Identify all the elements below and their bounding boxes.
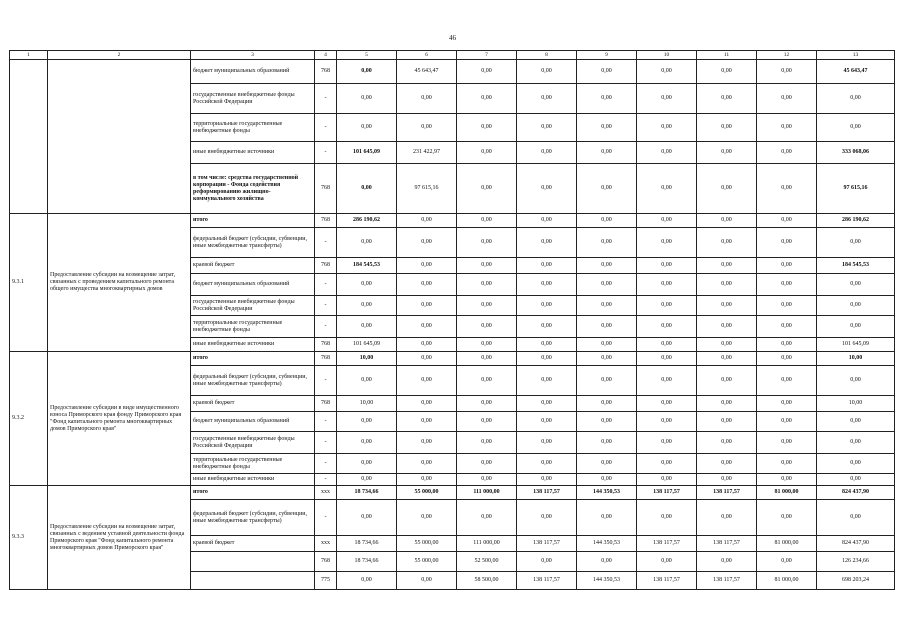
total-cell: 10,00: [817, 396, 895, 412]
value-cell: 0,00: [517, 474, 577, 486]
funding-source: бюджет муниципальных образований: [191, 274, 315, 296]
value-cell: 0,00: [697, 338, 757, 352]
value-cell: 0,00: [397, 572, 457, 590]
value-cell: 0,00: [757, 432, 817, 454]
value-cell: 0,00: [637, 316, 697, 338]
value-cell: 0,00: [757, 454, 817, 474]
funding-source: иные внебюджетные источники: [191, 142, 315, 164]
budget-code: -: [315, 454, 337, 474]
budget-code: 768: [315, 352, 337, 366]
value-cell: 0,00: [637, 552, 697, 572]
value-cell: 0,00: [577, 500, 637, 536]
value-cell: 0,00: [757, 396, 817, 412]
budget-code: 768: [315, 164, 337, 214]
value-cell: 0,00: [637, 454, 697, 474]
value-cell: 0,00: [637, 338, 697, 352]
value-cell: 0,00: [517, 164, 577, 214]
total-cell: 824 437,90: [817, 486, 895, 500]
value-cell: 0,00: [457, 432, 517, 454]
funding-source: государственные внебюджетные фонды Российской Федерации: [191, 84, 315, 114]
budget-code: 775: [315, 572, 337, 590]
value-cell: 0,00: [637, 84, 697, 114]
total-cell: 0,00: [817, 84, 895, 114]
funding-source: краевой бюджет: [191, 536, 315, 552]
value-cell: 111 000,00: [457, 536, 517, 552]
value-cell: 0,00: [637, 500, 697, 536]
item-title: Предоставление субсидии в виде имущественного взноса Приморского края фонду Приморского края "Фонд капитального ремонта многоквартирных домов Приморского края": [48, 352, 191, 486]
value-cell: 0,00: [457, 454, 517, 474]
value-cell: 0,00: [517, 432, 577, 454]
value-cell: 18 734,66: [337, 486, 397, 500]
value-cell: 0,00: [637, 274, 697, 296]
total-cell: 0,00: [817, 114, 895, 142]
budget-code: -: [315, 296, 337, 316]
value-cell: 0,00: [337, 474, 397, 486]
total-cell: 0,00: [817, 474, 895, 486]
value-cell: 0,00: [457, 142, 517, 164]
total-cell: 0,00: [817, 412, 895, 432]
value-cell: 0,00: [397, 274, 457, 296]
header-cell: 3: [191, 51, 315, 60]
value-cell: 0,00: [637, 296, 697, 316]
value-cell: 0,00: [757, 316, 817, 338]
value-cell: 0,00: [757, 60, 817, 84]
value-cell: 18 734,66: [337, 536, 397, 552]
total-cell: 0,00: [817, 228, 895, 258]
value-cell: 184 545,53: [337, 258, 397, 274]
value-cell: 0,00: [697, 214, 757, 228]
budget-code: 768: [315, 552, 337, 572]
budget-code: 768: [315, 214, 337, 228]
value-cell: 138 117,57: [697, 572, 757, 590]
budget-code: -: [315, 412, 337, 432]
funding-source: итого: [191, 486, 315, 500]
funding-source: [191, 572, 315, 590]
funding-source: территориальные государственные внебюджетные фонды: [191, 114, 315, 142]
value-cell: 0,00: [637, 396, 697, 412]
value-cell: 0,00: [757, 228, 817, 258]
value-cell: 0,00: [757, 352, 817, 366]
value-cell: 0,00: [517, 338, 577, 352]
value-cell: 55 000,00: [397, 486, 457, 500]
funding-source: краевой бюджет: [191, 396, 315, 412]
funding-source: [191, 552, 315, 572]
item-title: Предоставление субсидии на возмещение затрат, связанных с ведением уставной деятельности фонда Приморского края "Фонд капитального ремонта многоквартирных домов Приморского края": [48, 486, 191, 590]
value-cell: 0,00: [637, 164, 697, 214]
value-cell: 0,00: [457, 296, 517, 316]
item-number: 9.3.1: [10, 214, 48, 352]
value-cell: 0,00: [577, 352, 637, 366]
value-cell: 0,00: [757, 84, 817, 114]
total-cell: 824 437,90: [817, 536, 895, 552]
value-cell: 0,00: [637, 352, 697, 366]
value-cell: 0,00: [757, 164, 817, 214]
total-cell: 0,00: [817, 296, 895, 316]
value-cell: 0,00: [397, 396, 457, 412]
budget-table: [9, 50, 895, 590]
value-cell: 0,00: [337, 228, 397, 258]
value-cell: 0,00: [397, 454, 457, 474]
header-cell: 10: [637, 51, 697, 60]
item-number: 9.3.3: [10, 486, 48, 590]
value-cell: 231 422,97: [397, 142, 457, 164]
total-cell: 333 068,06: [817, 142, 895, 164]
value-cell: 111 000,00: [457, 486, 517, 500]
value-cell: 0,00: [577, 474, 637, 486]
total-cell: 10,00: [817, 352, 895, 366]
funding-source: федеральный бюджет (субсидии, субвенции, иные межбюджетные трансферты): [191, 228, 315, 258]
value-cell: 0,00: [577, 228, 637, 258]
budget-code: -: [315, 142, 337, 164]
budget-code: 768: [315, 396, 337, 412]
funding-source: бюджет муниципальных образований: [191, 60, 315, 84]
funding-source: краевой бюджет: [191, 258, 315, 274]
value-cell: 0,00: [337, 296, 397, 316]
value-cell: 0,00: [397, 338, 457, 352]
value-cell: 138 117,57: [517, 572, 577, 590]
header-cell: 7: [457, 51, 517, 60]
total-cell: 0,00: [817, 500, 895, 536]
value-cell: 144 350,53: [577, 536, 637, 552]
budget-code: -: [315, 432, 337, 454]
value-cell: 0,00: [397, 500, 457, 536]
value-cell: 0,00: [697, 296, 757, 316]
value-cell: 138 117,57: [697, 536, 757, 552]
value-cell: 0,00: [637, 432, 697, 454]
funding-source: иные внебюджетные источники: [191, 474, 315, 486]
value-cell: 0,00: [577, 60, 637, 84]
table-row: [10, 60, 895, 84]
total-cell: 0,00: [817, 454, 895, 474]
total-cell: 184 545,53: [817, 258, 895, 274]
total-cell: 0,00: [817, 366, 895, 396]
value-cell: 0,00: [517, 412, 577, 432]
value-cell: 0,00: [637, 228, 697, 258]
value-cell: 0,00: [517, 214, 577, 228]
value-cell: 0,00: [517, 296, 577, 316]
value-cell: 0,00: [697, 84, 757, 114]
value-cell: 0,00: [337, 60, 397, 84]
value-cell: 0,00: [397, 296, 457, 316]
value-cell: 0,00: [517, 114, 577, 142]
value-cell: 138 117,57: [637, 536, 697, 552]
value-cell: 101 645,09: [337, 338, 397, 352]
value-cell: 0,00: [697, 396, 757, 412]
value-cell: 0,00: [637, 366, 697, 396]
header-cell: 13: [817, 51, 895, 60]
value-cell: 0,00: [337, 432, 397, 454]
value-cell: 0,00: [517, 500, 577, 536]
value-cell: 0,00: [757, 274, 817, 296]
value-cell: 0,00: [397, 352, 457, 366]
value-cell: 138 117,57: [517, 536, 577, 552]
value-cell: 0,00: [577, 366, 637, 396]
budget-code: ххх: [315, 486, 337, 500]
table-row: [10, 214, 895, 228]
value-cell: 0,00: [457, 474, 517, 486]
funding-source: в том числе: средства государственной корпорации - Фонда содействия реформированию жилищно-коммунального хозяйства: [191, 164, 315, 214]
value-cell: 0,00: [577, 412, 637, 432]
header-row: [10, 51, 895, 60]
value-cell: 0,00: [577, 84, 637, 114]
value-cell: 0,00: [457, 316, 517, 338]
value-cell: 0,00: [457, 366, 517, 396]
header-cell: 9: [577, 51, 637, 60]
value-cell: 0,00: [697, 60, 757, 84]
value-cell: 0,00: [397, 316, 457, 338]
value-cell: 10,00: [337, 396, 397, 412]
value-cell: 0,00: [697, 258, 757, 274]
header-cell: 5: [337, 51, 397, 60]
value-cell: 0,00: [757, 366, 817, 396]
value-cell: 144 350,53: [577, 486, 637, 500]
value-cell: 0,00: [517, 84, 577, 114]
budget-code: -: [315, 500, 337, 536]
value-cell: 0,00: [577, 258, 637, 274]
value-cell: 0,00: [577, 214, 637, 228]
value-cell: 0,00: [577, 396, 637, 412]
total-cell: 101 645,09: [817, 338, 895, 352]
value-cell: 0,00: [577, 164, 637, 214]
value-cell: 286 190,62: [337, 214, 397, 228]
value-cell: 0,00: [457, 164, 517, 214]
value-cell: 0,00: [637, 474, 697, 486]
value-cell: 0,00: [517, 396, 577, 412]
value-cell: 81 000,00: [757, 486, 817, 500]
item-title: [48, 60, 191, 214]
total-cell: 126 234,66: [817, 552, 895, 572]
value-cell: 97 615,16: [397, 164, 457, 214]
value-cell: 0,00: [697, 500, 757, 536]
value-cell: 0,00: [637, 142, 697, 164]
value-cell: 0,00: [757, 214, 817, 228]
header-cell: 12: [757, 51, 817, 60]
value-cell: 138 117,57: [637, 486, 697, 500]
value-cell: 0,00: [517, 228, 577, 258]
total-cell: 0,00: [817, 432, 895, 454]
value-cell: 0,00: [757, 296, 817, 316]
value-cell: 0,00: [577, 316, 637, 338]
value-cell: 0,00: [337, 412, 397, 432]
budget-code: -: [315, 114, 337, 142]
item-number: 9.3.2: [10, 352, 48, 486]
funding-source: иные внебюджетные источники: [191, 338, 315, 352]
value-cell: 0,00: [697, 142, 757, 164]
value-cell: 0,00: [697, 454, 757, 474]
value-cell: 0,00: [697, 552, 757, 572]
value-cell: 0,00: [337, 454, 397, 474]
budget-code: 768: [315, 258, 337, 274]
funding-source: государственные внебюджетные фонды Российской Федерации: [191, 432, 315, 454]
header-cell: 8: [517, 51, 577, 60]
value-cell: 0,00: [757, 500, 817, 536]
value-cell: 0,00: [697, 352, 757, 366]
value-cell: 0,00: [697, 412, 757, 432]
header-cell: 11: [697, 51, 757, 60]
total-cell: 698 203,24: [817, 572, 895, 590]
value-cell: 0,00: [637, 258, 697, 274]
budget-code: -: [315, 316, 337, 338]
header-cell: 6: [397, 51, 457, 60]
value-cell: 0,00: [757, 114, 817, 142]
value-cell: 0,00: [397, 84, 457, 114]
value-cell: 138 117,57: [637, 572, 697, 590]
value-cell: 0,00: [457, 274, 517, 296]
value-cell: 0,00: [517, 352, 577, 366]
funding-source: итого: [191, 352, 315, 366]
value-cell: 0,00: [397, 228, 457, 258]
funding-source: государственные внебюджетные фонды Российской Федерации: [191, 296, 315, 316]
value-cell: 0,00: [457, 228, 517, 258]
value-cell: 0,00: [697, 228, 757, 258]
budget-code: -: [315, 228, 337, 258]
value-cell: 0,00: [457, 258, 517, 274]
value-cell: 144 350,53: [577, 572, 637, 590]
value-cell: 0,00: [577, 432, 637, 454]
budget-code: 768: [315, 60, 337, 84]
budget-code: -: [315, 474, 337, 486]
item-number: [10, 60, 48, 214]
funding-source: итого: [191, 214, 315, 228]
value-cell: 0,00: [337, 164, 397, 214]
total-cell: 0,00: [817, 274, 895, 296]
value-cell: 0,00: [457, 500, 517, 536]
budget-code: -: [315, 84, 337, 114]
value-cell: 0,00: [397, 214, 457, 228]
budget-code: -: [315, 274, 337, 296]
funding-source: федеральный бюджет (субсидии, субвенции, иные межбюджетные трансферты): [191, 500, 315, 536]
value-cell: 0,00: [757, 258, 817, 274]
value-cell: 0,00: [757, 412, 817, 432]
value-cell: 81 000,00: [757, 572, 817, 590]
value-cell: 0,00: [457, 214, 517, 228]
value-cell: 45 643,47: [397, 60, 457, 84]
value-cell: 0,00: [517, 142, 577, 164]
value-cell: 138 117,57: [697, 486, 757, 500]
value-cell: 0,00: [577, 338, 637, 352]
total-cell: 0,00: [817, 316, 895, 338]
header-cell: 1: [10, 51, 48, 60]
header-cell: 2: [48, 51, 191, 60]
value-cell: 0,00: [757, 552, 817, 572]
value-cell: 101 645,09: [337, 142, 397, 164]
value-cell: 0,00: [397, 366, 457, 396]
value-cell: 0,00: [757, 474, 817, 486]
value-cell: 18 734,66: [337, 552, 397, 572]
value-cell: 0,00: [697, 474, 757, 486]
total-cell: 97 615,16: [817, 164, 895, 214]
funding-source: территориальные государственные внебюджетные фонды: [191, 454, 315, 474]
value-cell: 0,00: [457, 60, 517, 84]
value-cell: 0,00: [577, 142, 637, 164]
value-cell: 0,00: [637, 114, 697, 142]
value-cell: 0,00: [697, 114, 757, 142]
value-cell: 0,00: [697, 316, 757, 338]
value-cell: 0,00: [337, 316, 397, 338]
item-title: Предоставление субсидии на возмещение затрат, связанных с проведением капитального ремонта общего имущества многоквартирных домов: [48, 214, 191, 352]
value-cell: 81 000,00: [757, 536, 817, 552]
value-cell: 0,00: [397, 258, 457, 274]
value-cell: 0,00: [757, 142, 817, 164]
value-cell: 0,00: [457, 84, 517, 114]
value-cell: 0,00: [697, 164, 757, 214]
value-cell: 0,00: [337, 572, 397, 590]
value-cell: 0,00: [337, 114, 397, 142]
budget-code: 768: [315, 338, 337, 352]
header-cell: 4: [315, 51, 337, 60]
value-cell: 0,00: [577, 274, 637, 296]
value-cell: 55 000,00: [397, 552, 457, 572]
total-cell: 45 643,47: [817, 60, 895, 84]
value-cell: 0,00: [637, 60, 697, 84]
value-cell: 0,00: [457, 338, 517, 352]
value-cell: 0,00: [337, 274, 397, 296]
value-cell: 0,00: [397, 412, 457, 432]
value-cell: 0,00: [577, 114, 637, 142]
value-cell: 0,00: [577, 552, 637, 572]
value-cell: 0,00: [397, 432, 457, 454]
value-cell: 0,00: [517, 454, 577, 474]
value-cell: 0,00: [577, 296, 637, 316]
value-cell: 0,00: [457, 352, 517, 366]
value-cell: 0,00: [517, 60, 577, 84]
value-cell: 0,00: [397, 114, 457, 142]
value-cell: 0,00: [517, 366, 577, 396]
value-cell: 10,00: [337, 352, 397, 366]
value-cell: 0,00: [457, 114, 517, 142]
value-cell: 0,00: [637, 214, 697, 228]
value-cell: 55 000,00: [397, 536, 457, 552]
value-cell: 0,00: [637, 412, 697, 432]
value-cell: 0,00: [517, 316, 577, 338]
budget-code: ххх: [315, 536, 337, 552]
table-row: [10, 486, 895, 500]
value-cell: 0,00: [337, 366, 397, 396]
value-cell: 0,00: [697, 432, 757, 454]
value-cell: 0,00: [337, 84, 397, 114]
value-cell: 0,00: [517, 274, 577, 296]
value-cell: 0,00: [517, 552, 577, 572]
value-cell: 52 500,00: [457, 552, 517, 572]
funding-source: бюджет муниципальных образований: [191, 412, 315, 432]
funding-source: территориальные государственные внебюджетные фонды: [191, 316, 315, 338]
page-number: 46: [449, 34, 456, 42]
value-cell: 0,00: [517, 258, 577, 274]
table-body: [10, 51, 895, 590]
budget-code: -: [315, 366, 337, 396]
value-cell: 0,00: [397, 474, 457, 486]
value-cell: 0,00: [697, 274, 757, 296]
value-cell: 0,00: [337, 500, 397, 536]
value-cell: 0,00: [457, 396, 517, 412]
value-cell: 58 500,00: [457, 572, 517, 590]
value-cell: 0,00: [697, 366, 757, 396]
value-cell: 138 117,57: [517, 486, 577, 500]
value-cell: 0,00: [577, 454, 637, 474]
total-cell: 286 190,62: [817, 214, 895, 228]
table-row: [10, 352, 895, 366]
value-cell: 0,00: [457, 412, 517, 432]
funding-source: федеральный бюджет (субсидии, субвенции, иные межбюджетные трансферты): [191, 366, 315, 396]
value-cell: 0,00: [757, 338, 817, 352]
